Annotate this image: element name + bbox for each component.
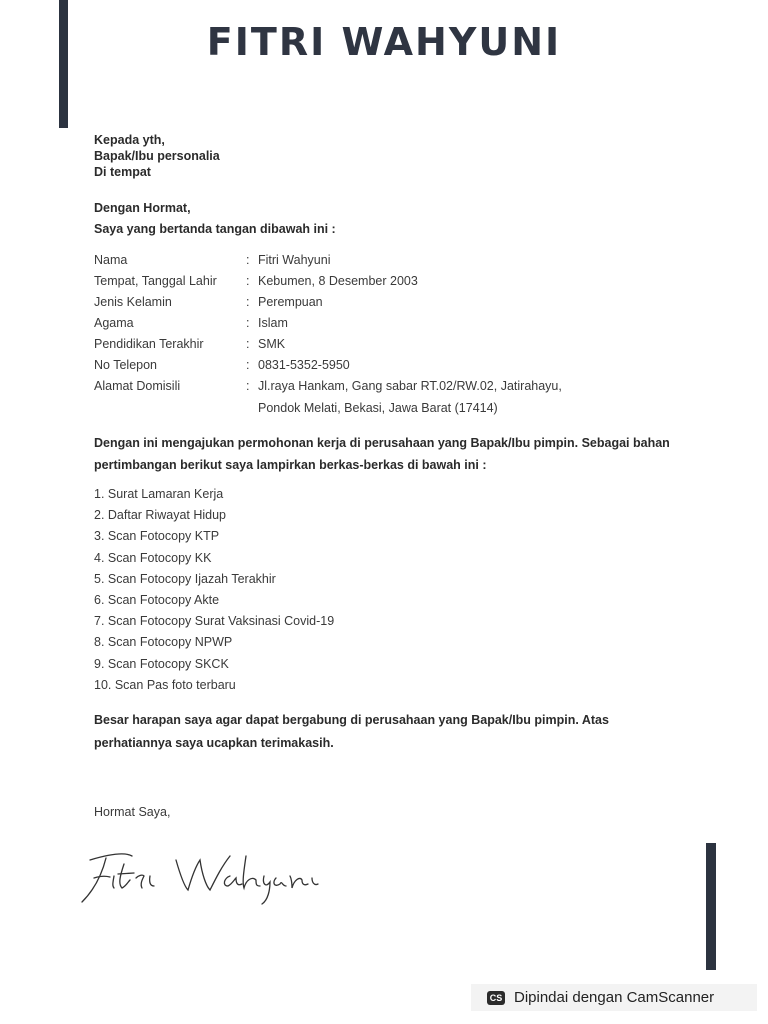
field-colon: : — [246, 358, 250, 372]
field-label: Jenis Kelamin — [94, 295, 172, 309]
recipient-line: Bapak/Ibu personalia — [94, 149, 220, 163]
field-value: 0831-5352-5950 — [258, 358, 350, 372]
field-value: SMK — [258, 337, 286, 351]
closing-paragraph-line: Besar harapan saya agar dapat bergabung di perusahaan yang Bapak/Ibu pimpin. Atas — [94, 713, 609, 727]
list-item: 5. Scan Fotocopy Ijazah Terakhir — [94, 571, 276, 586]
list-item: 1. Surat Lamaran Kerja — [94, 487, 224, 501]
camscanner-watermark — [471, 984, 757, 1011]
intro-text: Saya yang bertanda tangan dibawah ini : — [94, 222, 336, 236]
attachment-list — [94, 484, 334, 696]
list-item: 10. Scan Pas foto terbaru — [94, 677, 236, 692]
field-colon: : — [246, 337, 250, 351]
signature-image — [80, 846, 325, 906]
request-paragraph-line: Dengan ini mengajukan permohonan kerja di perusahaan yang Bapak/Ibu pimpin. Sebagai bahan — [94, 436, 670, 450]
list-item: 7. Scan Fotocopy Surat Vaksinasi Covid-19 — [94, 614, 335, 629]
recipient-line: Di tempat — [94, 165, 151, 179]
closing-paragraph-line: perhatiannya saya ucapkan terimakasih. — [94, 736, 334, 750]
list-item: 4. Scan Fotocopy KK — [94, 550, 212, 565]
camscanner-icon: CS — [487, 991, 505, 1005]
field-value: Fitri Wahyuni — [258, 253, 331, 267]
list-item: 8. Scan Fotocopy NPWP — [94, 635, 233, 650]
field-colon: : — [246, 274, 250, 288]
field-value: Kebumen, 8 Desember 2003 — [258, 274, 418, 288]
field-value: Jl.raya Hankam, Gang sabar RT.02/RW.02, Jatirahayu, — [258, 379, 562, 393]
list-item: 2. Daftar Riwayat Hidup — [94, 508, 227, 523]
greeting: Dengan Hormat, — [94, 201, 191, 215]
field-label: Agama — [94, 316, 134, 330]
field-label: Alamat Domisili — [94, 379, 181, 393]
watermark-label: Dipindai dengan CamScanner — [514, 989, 715, 1006]
field-label: Nama — [94, 253, 128, 267]
field-colon: : — [246, 379, 250, 393]
signoff: Hormat Saya, — [94, 805, 171, 819]
field-label: Tempat, Tanggal Lahir — [94, 274, 217, 288]
list-item: 6. Scan Fotocopy Akte — [94, 592, 220, 607]
request-paragraph-line: pertimbangan berikut saya lampirkan berkas-berkas di bawah ini : — [94, 458, 487, 472]
field-label: Pendidikan Terakhir — [94, 337, 204, 351]
field-colon: : — [246, 253, 250, 267]
right-accent-bar — [706, 843, 716, 970]
field-colon: : — [246, 316, 250, 330]
list-item: 3. Scan Fotocopy KTP — [94, 529, 220, 544]
field-label: No Telepon — [94, 358, 158, 372]
recipient-line: Kepada yth, — [94, 133, 165, 147]
field-colon: : — [246, 295, 250, 309]
list-item: 9. Scan Fotocopy SKCK — [94, 656, 229, 671]
field-value: Perempuan — [258, 295, 323, 309]
page-title: FITRI WAHYUNI — [206, 20, 562, 64]
field-value: Islam — [258, 316, 288, 330]
field-value-continued: Pondok Melati, Bekasi, Jawa Barat (17414) — [258, 401, 498, 415]
